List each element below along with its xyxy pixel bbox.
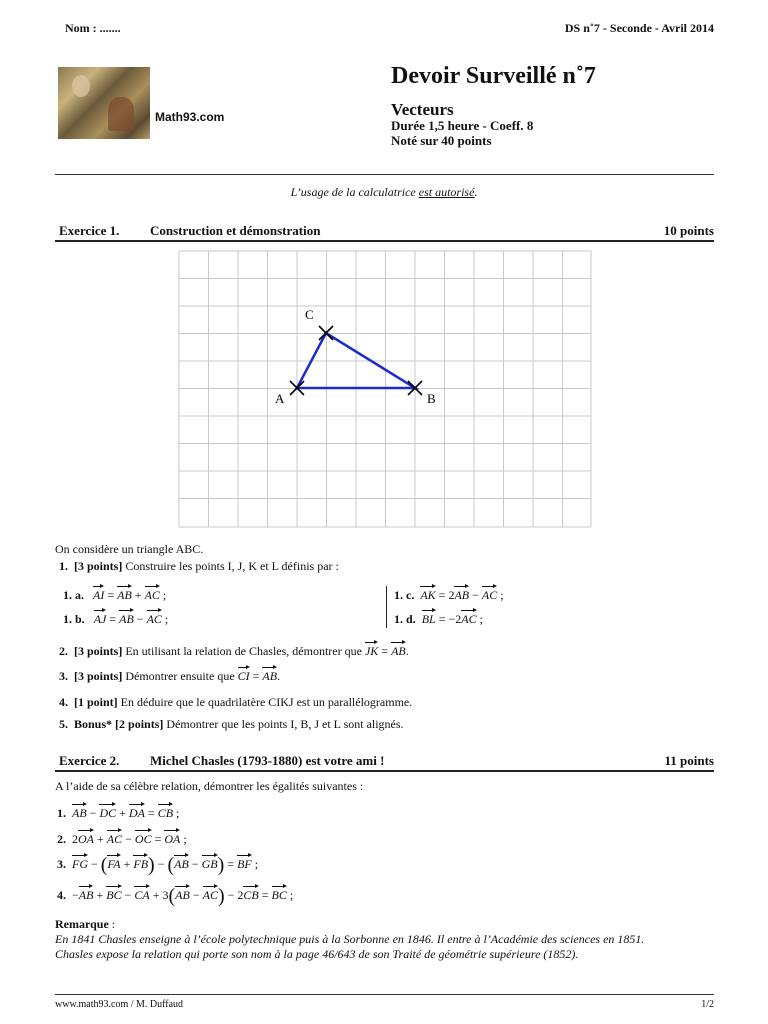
- q-points: Bonus* [2 points]: [74, 717, 164, 731]
- exercise2-label: Exercice 2.: [59, 753, 120, 768]
- equality-1: 1. AB − DC + DA = CB ;: [57, 802, 179, 821]
- exercise1-label: Exercice 1.: [59, 223, 120, 238]
- duration-text: Durée 1,5 heure - Coeff. 8: [391, 118, 534, 133]
- question-1d: 1. d. BL = −2AC ;: [394, 608, 483, 627]
- exercise2-intro: A l’aide de sa célèbre relation, démontrer les égalités suivantes :: [55, 779, 364, 793]
- q-text: En utilisant la relation de Chasles, démontrer que: [122, 644, 365, 658]
- calc-end: .: [474, 185, 478, 199]
- question-2: 2. [3 points] En utilisant la relation de Chasles, démontrer que JK = AB.: [59, 640, 409, 659]
- question-3: 3. [3 points] Démontrer ensuite que CI = AB.: [59, 665, 280, 684]
- exercise1-divider: [55, 240, 714, 242]
- q-text: Démontrer que les points I, B, J et L sont alignés.: [163, 717, 404, 731]
- label-a: A: [275, 391, 285, 406]
- remark-colon: :: [108, 917, 116, 931]
- q-text: En déduire que le quadrilatère CIKJ est un parallélogramme.: [117, 695, 413, 709]
- exam-info: DS n˚7 - Seconde - Avril 2014: [564, 21, 714, 35]
- exercise2-divider: [55, 770, 714, 772]
- remark-heading: [55, 917, 115, 932]
- column-separator: [386, 586, 387, 628]
- page-number: 1/2: [701, 999, 714, 1010]
- remark-line-1: En 1841 Chasles enseigne à l’école polytechnique puis à la Sorbonne en 1846. Il entre à l’Académie des sciences en 1851.: [55, 932, 645, 946]
- q-num: 1. c.: [394, 588, 415, 602]
- header-divider: [55, 174, 714, 175]
- logo-image: [58, 67, 150, 139]
- footer-divider: [55, 994, 714, 995]
- q-num: 4.: [59, 695, 68, 709]
- q-text: Démontrer ensuite que: [122, 669, 238, 683]
- equality-2: 2. 2OA + AC − OC = OA ;: [57, 828, 187, 847]
- q-points: [1 point]: [74, 695, 118, 709]
- exercise2-title: Michel Chasles (1793-1880) est votre ami !: [150, 753, 385, 768]
- q-num: 2.: [59, 644, 68, 658]
- q-num: 3.: [59, 669, 68, 683]
- student-name-field: Nom : .......: [65, 21, 121, 35]
- notation-text: Noté sur 40 points: [391, 133, 492, 148]
- q-points: [3 points]: [74, 644, 123, 658]
- q-num: 3.: [57, 857, 66, 871]
- label-b: B: [427, 391, 436, 406]
- exercise1-title: Construction et démonstration: [150, 223, 321, 238]
- q-num: 1.: [59, 559, 68, 573]
- calc-underlined: est autorisé: [418, 185, 475, 199]
- q-points: [3 points]: [74, 559, 123, 573]
- equality-4: 4. −AB + BC − CA + 3(AB − AC) − 2CB = BC ;: [57, 885, 294, 907]
- remark-title: Remarque: [55, 917, 109, 931]
- site-name: Math93.com: [155, 110, 225, 124]
- calc-text: L’usage de la calculatrice: [290, 185, 419, 199]
- exercise1-intro: On considère un triangle ABC.: [55, 542, 204, 556]
- question-1: [59, 559, 339, 574]
- remark-line-2: Chasles expose la relation qui porte son nom à la page 46/643 de son Traité de géométrie supérieure (1852).: [55, 947, 579, 961]
- exercise1-points: 10 points: [663, 223, 714, 238]
- q-num: 2.: [57, 832, 66, 846]
- calculator-note: [0, 185, 768, 200]
- q-num: 1. a.: [63, 588, 84, 602]
- page-title: Devoir Surveillé n˚7: [391, 63, 596, 89]
- question-5: [59, 717, 404, 732]
- triangle-figure: [178, 250, 592, 528]
- exercise2-points: 11 points: [664, 753, 714, 768]
- q-num: 1.: [57, 806, 66, 820]
- subject-title: Vecteurs: [391, 100, 454, 119]
- question-1a: 1. a. AI = AB + AC ;: [63, 584, 166, 603]
- q-num: 1. d.: [394, 612, 416, 626]
- equality-3: 3. FG − (FA + FB) − (AB − GB) = BF ;: [57, 854, 259, 876]
- q-num: 5.: [59, 717, 68, 731]
- footer-credit: www.math93.com / M. Duffaud: [55, 999, 184, 1010]
- q-points: [3 points]: [74, 669, 123, 683]
- q-text: Construire les points I, J, K et L définis par :: [122, 559, 339, 573]
- question-4: [59, 695, 412, 710]
- label-c: C: [305, 307, 314, 322]
- question-1b: 1. b. AJ = AB − AC ;: [63, 608, 168, 627]
- q-num: 4.: [57, 888, 66, 902]
- q-num: 1. b.: [63, 612, 85, 626]
- question-1c: 1. c. AK = 2AB − AC ;: [394, 584, 504, 603]
